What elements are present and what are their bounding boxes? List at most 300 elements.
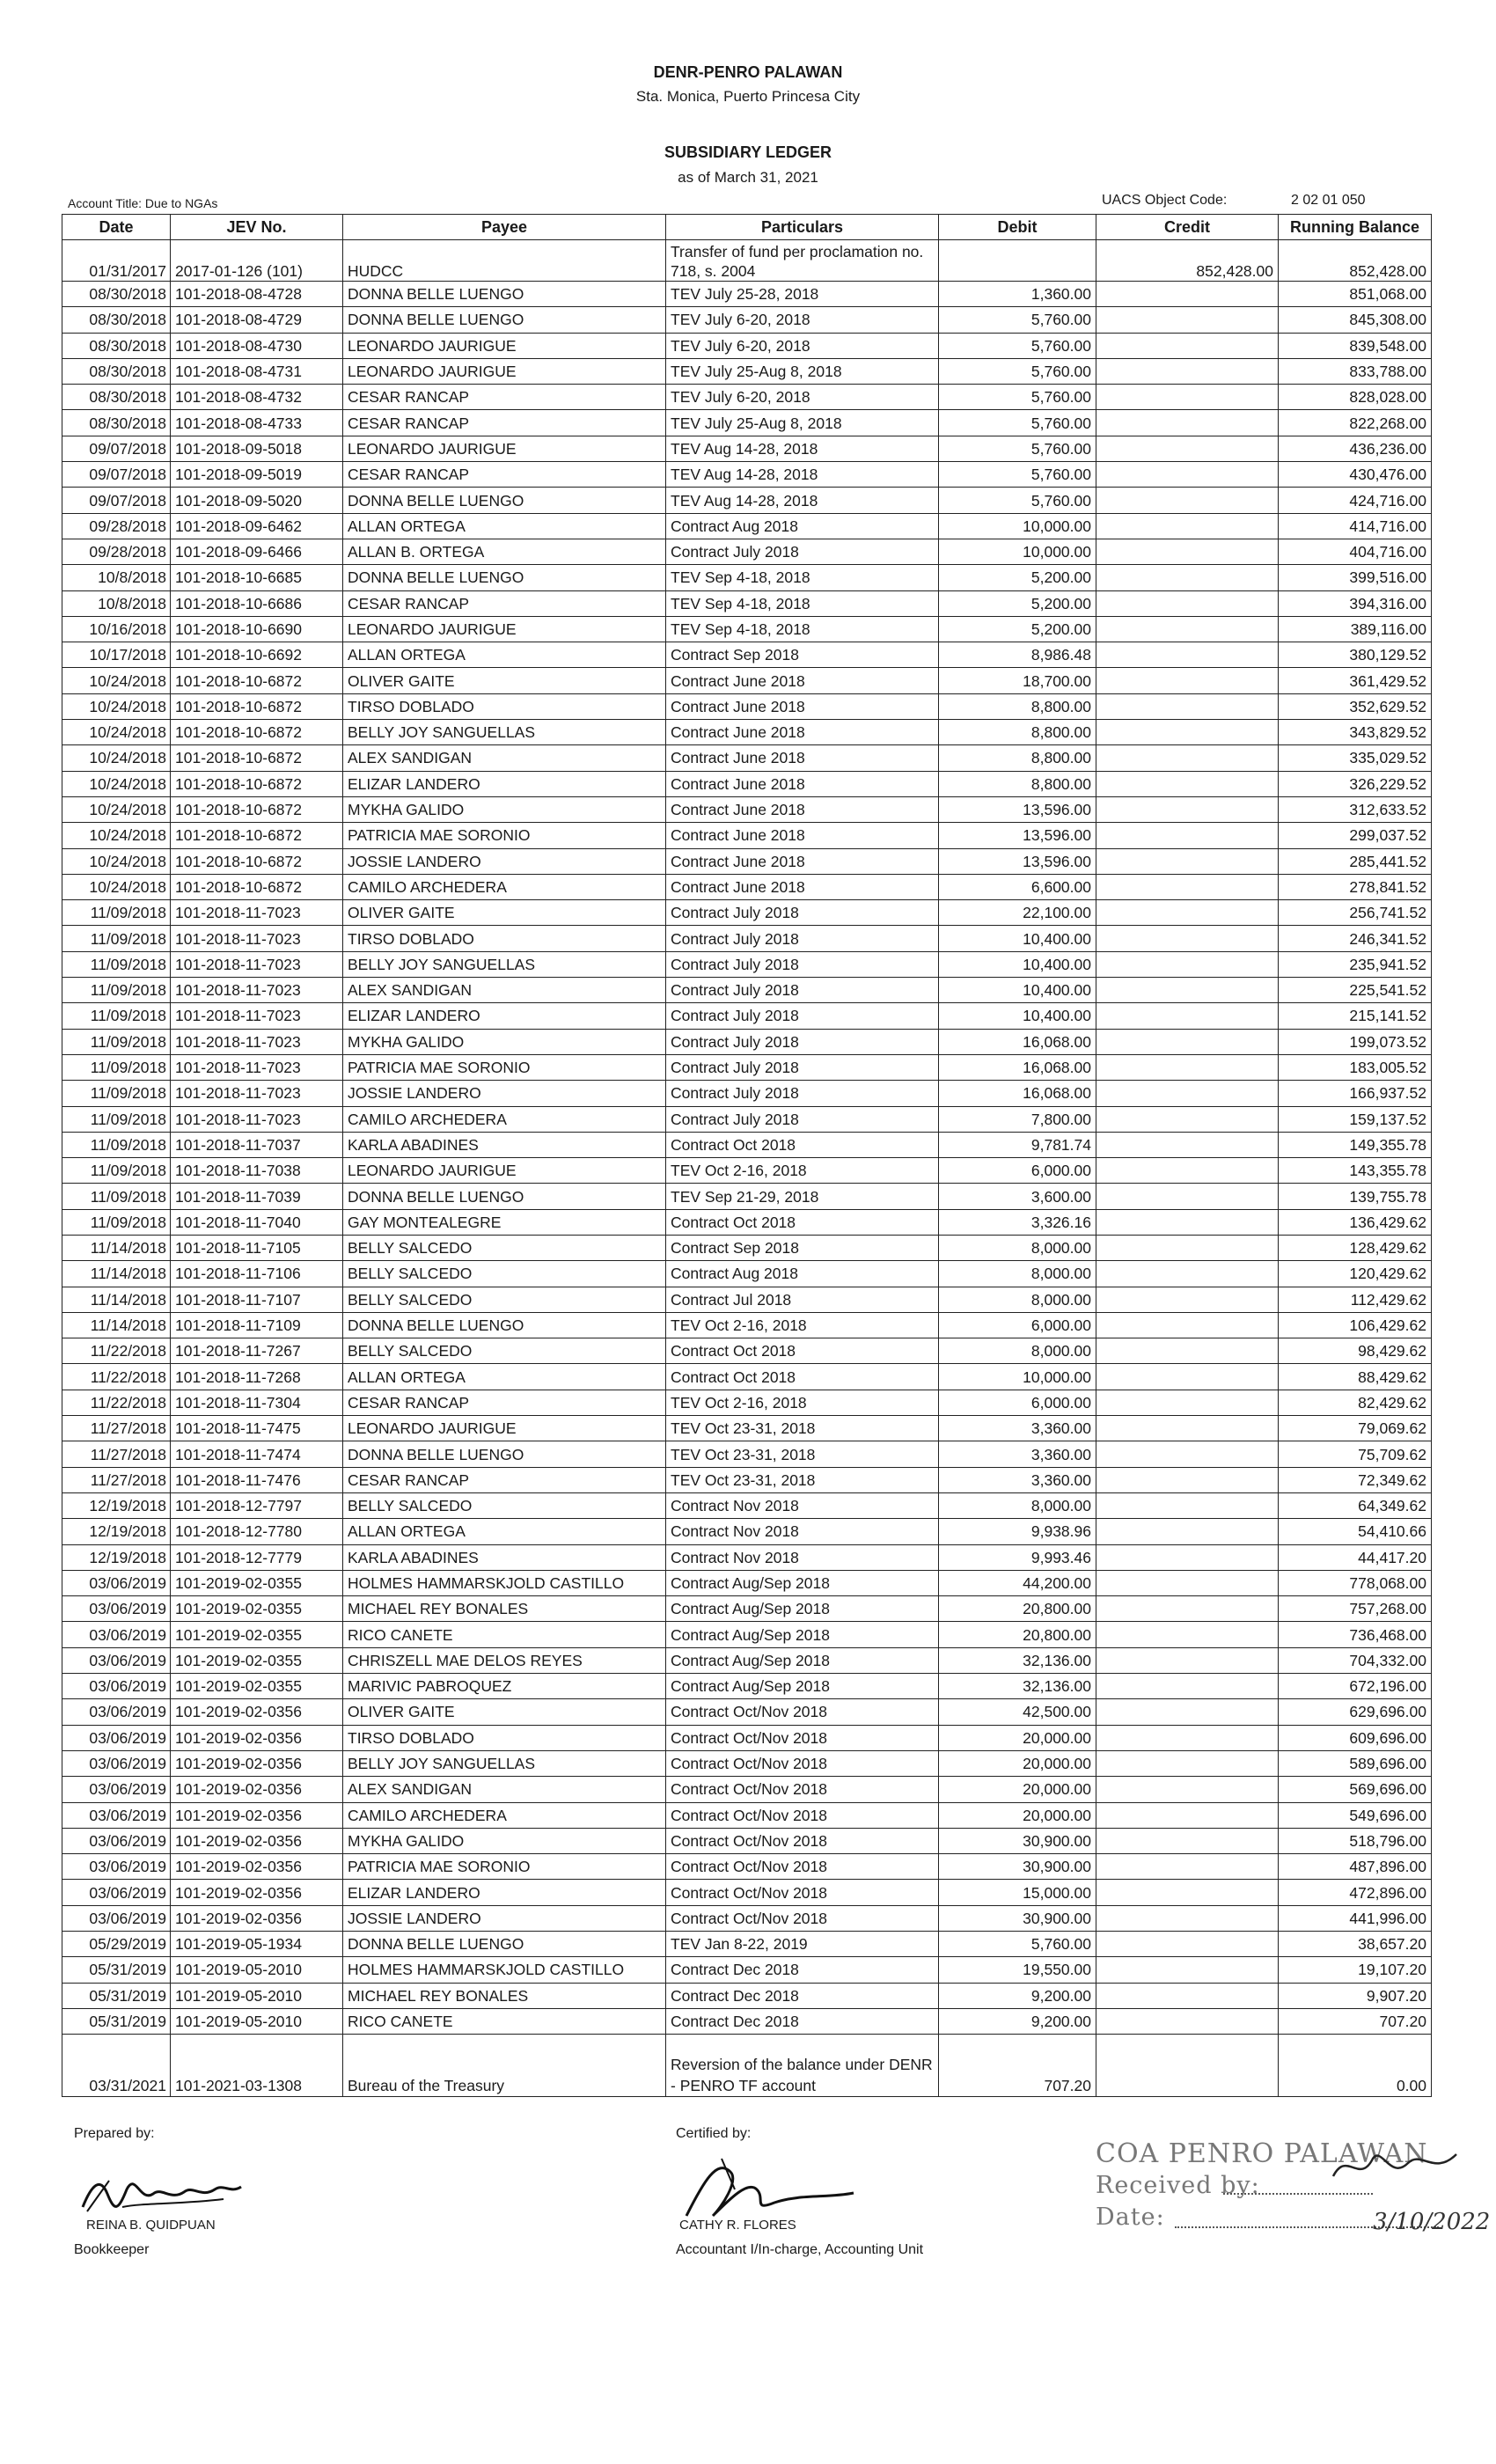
table-row [62,1519,1432,1544]
cell-payee: LEONARDO JAURIGUE [343,1416,666,1441]
cell-particulars: TEV Aug 14-28, 2018 [666,488,939,513]
table-row [62,307,1432,333]
cell-balance: 149,355.78 [1279,1132,1432,1157]
cell-date: 10/24/2018 [62,874,171,899]
cell-payee: LEONARDO JAURIGUE [343,358,666,384]
table-row [62,1596,1432,1622]
cell-debit: 16,068.00 [939,1081,1096,1106]
cell-jev: 101-2018-12-7797 [171,1492,343,1518]
table-row [62,1209,1432,1235]
cell-balance: 736,468.00 [1279,1622,1432,1647]
cell-jev: 101-2018-10-6872 [171,848,343,874]
cell-jev: 101-2018-10-6872 [171,720,343,745]
cell-payee: CESAR RANCAP [343,462,666,488]
cell-jev: 101-2018-11-7476 [171,1467,343,1492]
cell-debit: 5,760.00 [939,307,1096,333]
cell-balance: 845,308.00 [1279,307,1432,333]
cell-particulars: TEV Oct 2-16, 2018 [666,1390,939,1415]
table-row [62,1364,1432,1390]
table-row [62,1802,1432,1828]
table-row [62,1647,1432,1673]
cell-debit: 3,600.00 [939,1184,1096,1209]
cell-credit [1096,333,1279,358]
table-row [62,978,1432,1003]
cell-balance: 299,037.52 [1279,823,1432,848]
cell-jev: 101-2018-08-4733 [171,410,343,436]
cell-payee: MYKHA GALIDO [343,1029,666,1054]
cell-particulars: Contract June 2018 [666,848,939,874]
cell-debit: 5,760.00 [939,462,1096,488]
table-row [62,333,1432,358]
cell-date: 03/06/2019 [62,1570,171,1595]
cell-debit: 3,360.00 [939,1441,1096,1467]
cell-debit: 5,760.00 [939,436,1096,461]
table-row [62,926,1432,951]
cell-balance: 38,657.20 [1279,1932,1432,1957]
cell-jev: 101-2018-11-7268 [171,1364,343,1390]
cell-payee: HOLMES HAMMARSKJOLD CASTILLO [343,1570,666,1595]
cell-payee: ALLAN ORTEGA [343,513,666,539]
cell-payee: OLIVER GAITE [343,900,666,926]
cell-debit: 15,000.00 [939,1880,1096,1905]
table-row [62,848,1432,874]
cell-balance: 139,755.78 [1279,1184,1432,1209]
cell-particulars: TEV July 25-28, 2018 [666,282,939,307]
cell-particulars: Contract Sep 2018 [666,642,939,668]
cell-particulars: Contract Oct 2018 [666,1209,939,1235]
cell-credit [1096,1441,1279,1467]
cell-jev: 101-2019-02-0355 [171,1647,343,1673]
cell-balance: 361,429.52 [1279,668,1432,693]
cell-balance: 430,476.00 [1279,462,1432,488]
cell-credit [1096,307,1279,333]
preparer-signature [74,2167,250,2225]
cell-jev: 101-2019-02-0356 [171,1828,343,1853]
cell-debit: 20,000.00 [939,1725,1096,1750]
cell-balance: 518,796.00 [1279,1828,1432,1853]
table-row [62,240,1432,282]
cell-jev: 101-2019-02-0356 [171,1905,343,1931]
cell-credit [1096,282,1279,307]
col-debit: Debit [939,215,1096,240]
cell-jev: 101-2018-11-7023 [171,951,343,977]
cell-date: 10/17/2018 [62,642,171,668]
cell-credit [1096,1777,1279,1802]
cell-debit: 10,400.00 [939,978,1096,1003]
cell-debit: 8,800.00 [939,693,1096,719]
cell-date: 09/07/2018 [62,488,171,513]
cell-jev: 101-2018-11-7023 [171,1029,343,1054]
cell-date: 03/06/2019 [62,1905,171,1931]
cell-particulars: Transfer of fund per proclamation no. 718, s. 2004 [666,240,939,282]
cell-date: 03/06/2019 [62,1647,171,1673]
cell-date: 11/09/2018 [62,978,171,1003]
cell-payee: CESAR RANCAP [343,1390,666,1415]
table-row [62,1467,1432,1492]
table-row [62,2008,1432,2034]
cell-balance: 285,441.52 [1279,848,1432,874]
table-row [62,436,1432,461]
table-row [62,565,1432,590]
cell-particulars: TEV Oct 2-16, 2018 [666,1312,939,1338]
cell-credit [1096,642,1279,668]
cell-date: 05/31/2019 [62,1957,171,1983]
certifier-name: CATHY R. FLORES [679,2218,796,2233]
cell-balance: 79,069.62 [1279,1416,1432,1441]
cell-debit: 9,200.00 [939,2008,1096,2034]
cell-date: 03/06/2019 [62,1880,171,1905]
cell-credit [1096,2008,1279,2034]
cell-jev: 101-2018-11-7023 [171,1054,343,1080]
cell-balance: 143,355.78 [1279,1158,1432,1184]
table-row [62,1158,1432,1184]
cell-jev: 101-2018-09-6462 [171,513,343,539]
cell-balance: 609,696.00 [1279,1725,1432,1750]
table-row [62,513,1432,539]
cell-date: 03/06/2019 [62,1674,171,1699]
cell-debit: 8,000.00 [939,1261,1096,1287]
table-row [62,1235,1432,1260]
cell-particulars: Contract Oct/Nov 2018 [666,1725,939,1750]
table-row [62,358,1432,384]
cell-credit [1096,513,1279,539]
cell-particulars: TEV July 6-20, 2018 [666,307,939,333]
cell-date: 11/09/2018 [62,1132,171,1157]
cell-credit: 852,428.00 [1096,240,1279,282]
cell-date: 10/16/2018 [62,616,171,642]
table-row [62,796,1432,822]
cell-debit: 19,550.00 [939,1957,1096,1983]
cell-credit [1096,1570,1279,1595]
cell-jev: 101-2018-11-7023 [171,1081,343,1106]
cell-jev: 101-2019-02-0355 [171,1674,343,1699]
cell-credit [1096,1854,1279,1880]
cell-balance: 54,410.66 [1279,1519,1432,1544]
cell-credit [1096,410,1279,436]
cell-date: 09/28/2018 [62,539,171,564]
table-row [62,1441,1432,1467]
cell-credit [1096,1235,1279,1260]
cell-particulars: Contract Oct 2018 [666,1132,939,1157]
cell-payee: ALEX SANDIGAN [343,745,666,771]
table-row [62,1003,1432,1029]
cell-particulars: Contract Aug/Sep 2018 [666,1570,939,1595]
table-row [62,590,1432,616]
cell-debit: 8,800.00 [939,720,1096,745]
cell-payee: CESAR RANCAP [343,1467,666,1492]
cell-debit: 5,760.00 [939,410,1096,436]
cell-balance: 404,716.00 [1279,539,1432,564]
cell-particulars: Contract Nov 2018 [666,1544,939,1570]
cell-balance: 88,429.62 [1279,1364,1432,1390]
cell-particulars: Contract June 2018 [666,823,939,848]
cell-date: 11/22/2018 [62,1390,171,1415]
cell-balance: 64,349.62 [1279,1492,1432,1518]
cell-date: 08/30/2018 [62,410,171,436]
cell-particulars: Contract Oct/Nov 2018 [666,1905,939,1931]
cell-credit [1096,590,1279,616]
cell-payee: MICHAEL REY BONALES [343,1983,666,2008]
table-row [62,1054,1432,1080]
cell-jev: 101-2019-05-2010 [171,1983,343,2008]
cell-credit [1096,358,1279,384]
cell-balance: 569,696.00 [1279,1777,1432,1802]
cell-date: 11/09/2018 [62,1081,171,1106]
cell-jev: 101-2018-10-6872 [171,823,343,848]
cell-debit: 3,360.00 [939,1467,1096,1492]
cell-debit: 5,760.00 [939,1932,1096,1957]
cell-debit: 3,360.00 [939,1416,1096,1441]
table-row [62,2035,1432,2097]
cell-jev: 101-2019-05-1934 [171,1932,343,1957]
cell-credit [1096,1519,1279,1544]
cell-jev: 101-2019-02-0356 [171,1880,343,1905]
cell-jev: 101-2019-02-0355 [171,1622,343,1647]
cell-jev: 2017-01-126 (101) [171,240,343,282]
cell-balance: 256,741.52 [1279,900,1432,926]
cell-date: 11/27/2018 [62,1467,171,1492]
cell-particulars: Contract Aug 2018 [666,1261,939,1287]
cell-payee: CAMILO ARCHEDERA [343,1106,666,1132]
cell-particulars: Contract Jul 2018 [666,1287,939,1312]
cell-payee: BELLY JOY SANGUELLAS [343,720,666,745]
cell-credit [1096,1106,1279,1132]
cell-balance: 549,696.00 [1279,1802,1432,1828]
cell-payee: DONNA BELLE LUENGO [343,1441,666,1467]
cell-jev: 101-2018-11-7023 [171,1003,343,1029]
cell-jev: 101-2018-10-6686 [171,590,343,616]
cell-payee: TIRSO DOBLADO [343,926,666,951]
cell-date: 03/06/2019 [62,1596,171,1622]
cell-balance: 707.20 [1279,2008,1432,2034]
cell-credit [1096,951,1279,977]
cell-credit [1096,1158,1279,1184]
cell-credit [1096,668,1279,693]
cell-date: 10/24/2018 [62,668,171,693]
cell-jev: 101-2019-02-0356 [171,1699,343,1725]
cell-credit [1096,1287,1279,1312]
cell-date: 10/24/2018 [62,848,171,874]
cell-jev: 101-2019-02-0355 [171,1596,343,1622]
table-row [62,771,1432,796]
cell-payee: BELLY JOY SANGUELLAS [343,1750,666,1776]
cell-credit [1096,693,1279,719]
cell-credit [1096,796,1279,822]
cell-balance: 19,107.20 [1279,1957,1432,1983]
cell-balance: 380,129.52 [1279,642,1432,668]
cell-date: 10/24/2018 [62,693,171,719]
cell-jev: 101-2018-11-7267 [171,1338,343,1364]
cell-credit [1096,1828,1279,1853]
cell-particulars: Contract July 2018 [666,978,939,1003]
cell-balance: 424,716.00 [1279,488,1432,513]
cell-credit [1096,1416,1279,1441]
org-address: Sta. Monica, Puerto Princesa City [635,88,861,105]
col-payee: Payee [343,215,666,240]
cell-date: 05/31/2019 [62,2008,171,2034]
cell-payee: CAMILO ARCHEDERA [343,1802,666,1828]
cell-jev: 101-2019-02-0356 [171,1854,343,1880]
cell-balance: 343,829.52 [1279,720,1432,745]
cell-balance: 128,429.62 [1279,1235,1432,1260]
certifier-role: Accountant I/In-charge, Accounting Unit [676,2242,924,2257]
cell-credit [1096,436,1279,461]
cell-balance: 441,996.00 [1279,1905,1432,1931]
cell-balance: 589,696.00 [1279,1750,1432,1776]
cell-particulars: Contract July 2018 [666,1081,939,1106]
col-balance: Running Balance [1279,215,1432,240]
cell-credit [1096,1596,1279,1622]
cell-credit [1096,1338,1279,1364]
table-row [62,1416,1432,1441]
cell-jev: 101-2019-05-2010 [171,1957,343,1983]
cell-date: 03/06/2019 [62,1699,171,1725]
cell-jev: 101-2018-12-7780 [171,1519,343,1544]
cell-particulars: Contract June 2018 [666,693,939,719]
cell-balance: 326,229.52 [1279,771,1432,796]
cell-particulars: Contract July 2018 [666,900,939,926]
cell-jev: 101-2018-08-4731 [171,358,343,384]
cell-particulars: TEV July 6-20, 2018 [666,385,939,410]
cell-date: 01/31/2017 [62,240,171,282]
cell-payee: HOLMES HAMMARSKJOLD CASTILLO [343,1957,666,1983]
cell-balance: 852,428.00 [1279,240,1432,282]
cell-particulars: Contract Oct/Nov 2018 [666,1699,939,1725]
cell-date: 11/09/2018 [62,1003,171,1029]
table-row [62,539,1432,564]
cell-balance: 246,341.52 [1279,926,1432,951]
cell-debit: 8,000.00 [939,1235,1096,1260]
cell-date: 10/8/2018 [62,565,171,590]
cell-particulars: Contract Oct/Nov 2018 [666,1777,939,1802]
table-row [62,488,1432,513]
cell-date: 11/14/2018 [62,1261,171,1287]
table-row [62,1777,1432,1802]
cell-credit [1096,1029,1279,1054]
cell-particulars: Contract June 2018 [666,745,939,771]
cell-credit [1096,1699,1279,1725]
cell-particulars: TEV Sep 4-18, 2018 [666,565,939,590]
cell-date: 11/09/2018 [62,1054,171,1080]
cell-debit: 5,760.00 [939,488,1096,513]
cell-credit [1096,1983,1279,2008]
cell-credit [1096,1957,1279,1983]
cell-jev: 101-2018-10-6872 [171,874,343,899]
cell-debit: 30,900.00 [939,1854,1096,1880]
cell-particulars: Contract July 2018 [666,1106,939,1132]
cell-debit: 13,596.00 [939,848,1096,874]
cell-payee: Bureau of the Treasury [343,2035,666,2097]
cell-payee: GAY MONTEALEGRE [343,1209,666,1235]
cell-date: 09/07/2018 [62,436,171,461]
cell-credit [1096,616,1279,642]
table-row [62,1957,1432,1983]
cell-particulars: TEV Aug 14-28, 2018 [666,436,939,461]
cell-date: 10/24/2018 [62,823,171,848]
cell-date: 08/30/2018 [62,307,171,333]
cell-payee: BELLY SALCEDO [343,1492,666,1518]
cell-payee: MARIVIC PABROQUEZ [343,1674,666,1699]
cell-jev: 101-2018-10-6872 [171,796,343,822]
cell-credit [1096,900,1279,926]
cell-debit: 707.20 [939,2035,1096,2097]
cell-debit: 5,760.00 [939,333,1096,358]
cell-particulars: Contract Oct/Nov 2018 [666,1750,939,1776]
preparer-role: Bookkeeper [74,2242,150,2257]
cell-payee: LEONARDO JAURIGUE [343,436,666,461]
table-row [62,1492,1432,1518]
cell-balance: 98,429.62 [1279,1338,1432,1364]
cell-balance: 278,841.52 [1279,874,1432,899]
cell-debit: 9,781.74 [939,1132,1096,1157]
cell-debit [939,240,1096,282]
cell-payee: MICHAEL REY BONALES [343,1596,666,1622]
cell-particulars: TEV July 25-Aug 8, 2018 [666,410,939,436]
table-row [62,1880,1432,1905]
cell-credit [1096,539,1279,564]
cell-payee: TIRSO DOBLADO [343,693,666,719]
cell-jev: 101-2018-11-7039 [171,1184,343,1209]
cell-credit [1096,1261,1279,1287]
cell-debit: 10,400.00 [939,951,1096,977]
cell-date: 03/06/2019 [62,1802,171,1828]
cell-payee: CHRISZELL MAE DELOS REYES [343,1647,666,1673]
cell-jev: 101-2018-09-5019 [171,462,343,488]
cell-credit [1096,1209,1279,1235]
cell-jev: 101-2018-10-6872 [171,745,343,771]
cell-date: 03/06/2019 [62,1622,171,1647]
cell-date: 08/30/2018 [62,333,171,358]
cell-payee: TIRSO DOBLADO [343,1725,666,1750]
cell-payee: KARLA ABADINES [343,1132,666,1157]
stamp-date-label: Date: [1096,2204,1165,2231]
cell-particulars: Contract July 2018 [666,539,939,564]
cell-jev: 101-2018-11-7105 [171,1235,343,1260]
table-row [62,282,1432,307]
cell-date: 11/27/2018 [62,1416,171,1441]
cell-credit [1096,1054,1279,1080]
cell-balance: 472,896.00 [1279,1880,1432,1905]
table-row [62,385,1432,410]
stamp-received-by: Received by: [1096,2172,1260,2199]
cell-particulars: TEV July 25-Aug 8, 2018 [666,358,939,384]
cell-debit: 3,326.16 [939,1209,1096,1235]
cell-payee: HUDCC [343,240,666,282]
cell-balance: 487,896.00 [1279,1854,1432,1880]
cell-balance: 75,709.62 [1279,1441,1432,1467]
cell-balance: 112,429.62 [1279,1287,1432,1312]
cell-credit [1096,385,1279,410]
table-row [62,616,1432,642]
cell-jev: 101-2018-11-7475 [171,1416,343,1441]
cell-jev: 101-2018-11-7037 [171,1132,343,1157]
cell-balance: 225,541.52 [1279,978,1432,1003]
table-row [62,1983,1432,2008]
cell-balance: 833,788.00 [1279,358,1432,384]
cell-credit [1096,1492,1279,1518]
cell-date: 10/8/2018 [62,590,171,616]
cell-date: 10/24/2018 [62,745,171,771]
cell-balance: 828,028.00 [1279,385,1432,410]
cell-jev: 101-2018-09-6466 [171,539,343,564]
cell-debit: 6,000.00 [939,1158,1096,1184]
table-row [62,1338,1432,1364]
cell-debit: 22,100.00 [939,900,1096,926]
certified-by-label: Certified by: [676,2126,752,2141]
cell-payee: ALLAN B. ORTEGA [343,539,666,564]
cell-date: 10/24/2018 [62,796,171,822]
cell-credit [1096,1750,1279,1776]
